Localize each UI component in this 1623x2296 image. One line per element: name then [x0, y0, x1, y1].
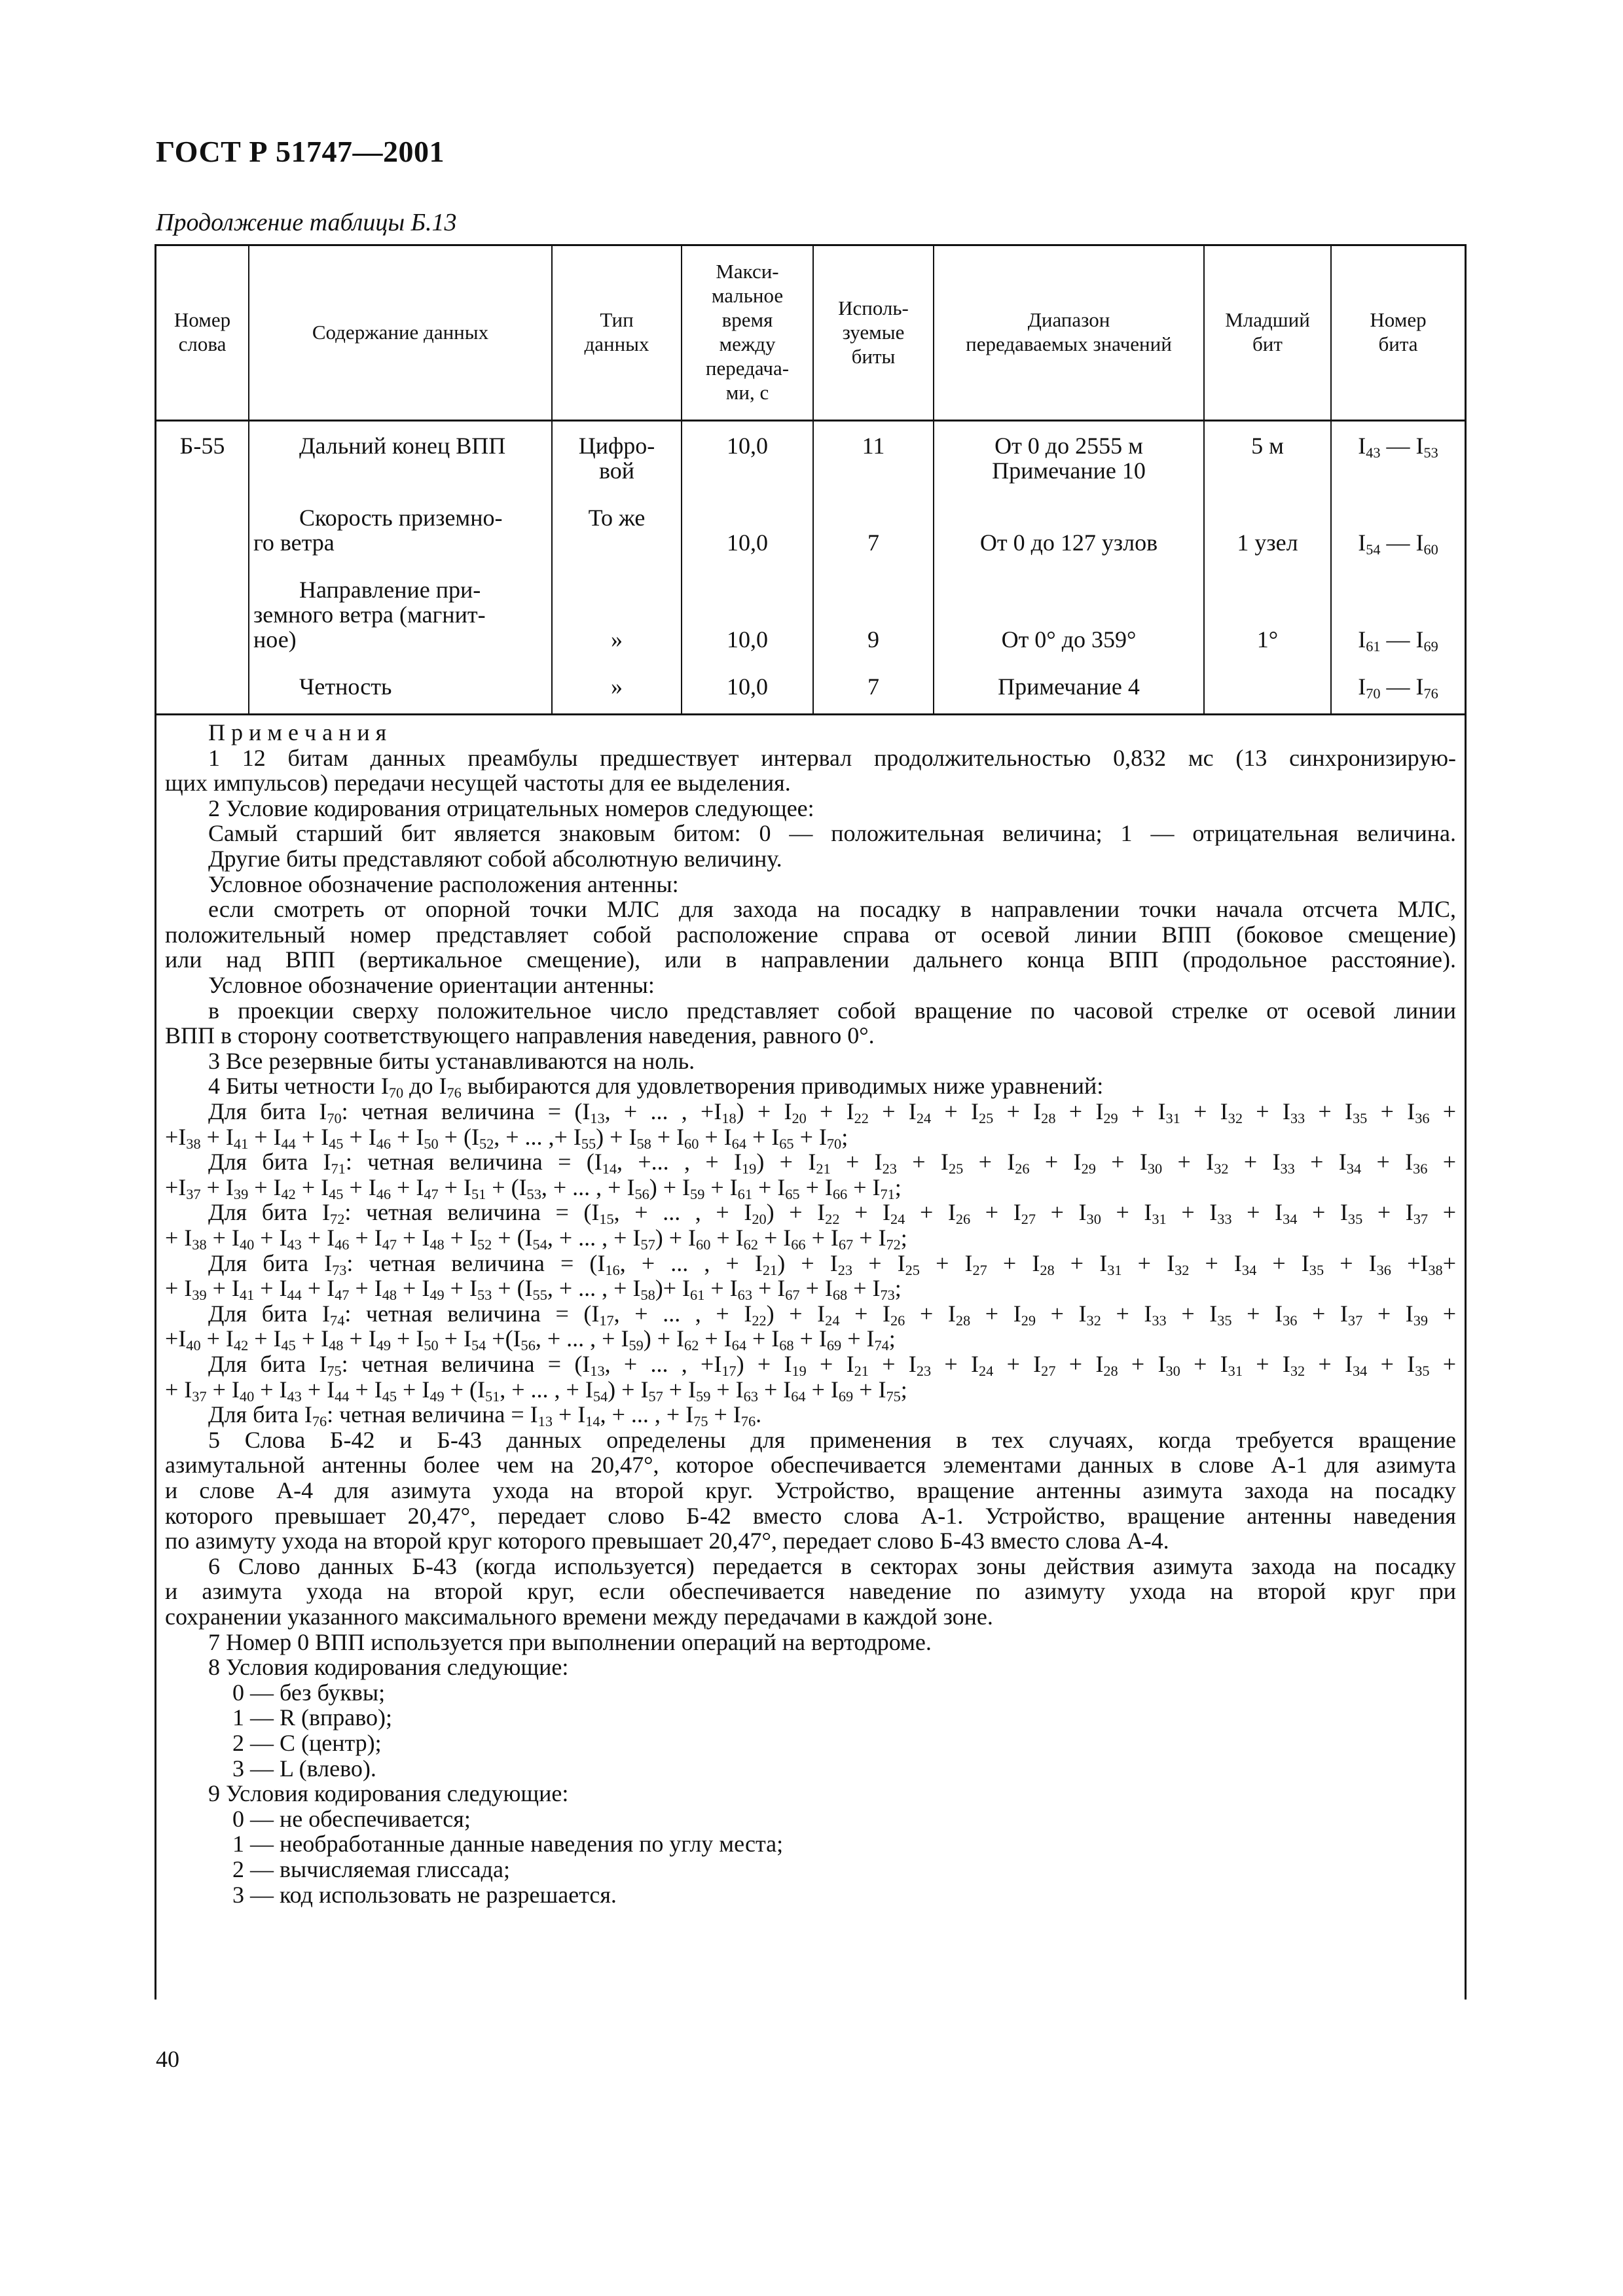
note-line: 6 Слово данных Б-43 (когда используется) передается в секторах зоны действия азимута захода на посадку — [208, 1554, 1456, 1579]
note-line: 9 Условия кодирования следующие: — [208, 1780, 569, 1806]
max-time-cell: 10,0 — [727, 529, 768, 556]
table-body-divider — [155, 713, 1467, 715]
note-line: 2 — вычисляемая глиссада; — [232, 1856, 510, 1882]
note-line: П р и м е ч а н и я — [208, 719, 387, 745]
note-line: 1 — необработанные данные наведения по углу места; — [232, 1831, 784, 1857]
table-border-top — [155, 244, 1467, 246]
note-line: 4 Биты четности $I_{70}$ до $I_{76}$ выбираются для удовлетворения приводимых ниже уравнений: — [208, 1073, 1104, 1102]
column-header: Макси- мальное время между передача- ми, с — [705, 260, 790, 404]
note-line: Для бита $I_{74}$: четная величина = ($I_{17}$, + ... , + $I_{22}) + I_{24} + I_{26} + I_{28} + I_{29} + I_{32} + I_{33} + I_{35} + I_{36} + I_{37} + I_{39}$ + — [208, 1301, 1456, 1326]
document-header: ГОСТ Р 51747—2001 — [156, 135, 445, 168]
used-bits-cell: 11 — [862, 433, 885, 459]
value-range-cell: От 0 до 2555 м Примечание 10 — [992, 433, 1146, 484]
note-line: Условное обозначение расположения антенны: — [208, 871, 679, 897]
note-line: щих импульсов) передачи несущей частоты для ее выделения. — [165, 770, 791, 796]
note-line: Для бита $I_{71}$: четная величина = ($I_{14}$, +... , + $I_{19}) + I_{21} + I_{23} + I_{25} + I_{26} + I_{29} + I_{30} + I_{32} + I_{33} + I_{34} + I_{36}$ + — [208, 1149, 1456, 1174]
note-line: Самый старший бит является знаковым битом: 0 — положительная величина; 1 — отрицательная величина. — [208, 821, 1456, 846]
note-line: 0 — не обеспечивается; — [232, 1806, 471, 1832]
note-line: $+I_{38} + I_{41} + I_{44} + I_{45} + I_{46} + I_{50} + (I_{52}$, + ... ,+ $I_{55}) + I_{58} + I_{60} + I_{64} + I_{65} + I_{70}$; — [165, 1124, 848, 1153]
data-type-cell: » — [611, 626, 623, 653]
max-time-cell: 10,0 — [727, 433, 768, 459]
note-line: Для бита $I_{70}$: четная величина = ($I_{13}$, + ... , $+I_{18}) + I_{20} + I_{22} + I_{24} + I_{25} + I_{28} + I_{29} + I_{31} + I_{32} + I_{33} + I_{35} + I_{36}$ + — [208, 1099, 1456, 1124]
note-line: + $I_{37} + I_{40} + I_{43} + I_{44} + I_{45} + I_{49} + (I_{51}$, + ... , + $I_{54}) + I_{57} + I_{59} + I_{63} + I_{64} + I_{69} + I_{75}$; — [165, 1376, 907, 1405]
column-header: Содержание данных — [312, 321, 489, 344]
max-time-cell: 10,0 — [727, 626, 768, 653]
content-cell: Четность — [299, 673, 392, 700]
note-line: или над ВПП (вертикальное смещение), или в направлении дальнего конца ВПП (продольное расстояние). — [165, 947, 1456, 972]
value-range-cell: От 0° до 359° — [1001, 626, 1137, 653]
note-line: 0 — без буквы; — [232, 1679, 386, 1706]
lsb-cell: 1 узел — [1237, 529, 1298, 556]
column-header: Младший бит — [1225, 308, 1310, 355]
column-header: Диапазон передаваемых значений — [966, 308, 1172, 355]
column-header: Исполь- зуемые биты — [838, 296, 909, 368]
used-bits-cell: 7 — [867, 673, 879, 700]
note-line: в проекции сверху положительное число представляет собой вращение по часовой стрелке от осевой линии — [208, 998, 1456, 1023]
note-line: Для бита $I_{75}$: четная величина = ($I_{13}$, + ... , $+I_{17}) + I_{19} + I_{21} + I_{23} + I_{24} + I_{27} + I_{28} + I_{30} + I_{31} + I_{32} + I_{34} + I_{35}$ + — [208, 1352, 1456, 1376]
note-line: если смотреть от опорной точки МЛС для захода на посадку в направлении точки начала отсчета МЛС, — [208, 897, 1456, 922]
note-line: 3 — код использовать не разрешается. — [232, 1882, 617, 1908]
bit-number-cell: $I_{43}$ — $I_{53}$ — [1358, 433, 1438, 461]
word-number-cell: Б-55 — [179, 433, 225, 459]
max-time-cell: 10,0 — [727, 673, 768, 700]
note-line: 7 Номер 0 ВПП используется при выполнении операций на вертодроме. — [208, 1629, 932, 1655]
bit-number-cell: $I_{54}$ — $I_{60}$ — [1358, 529, 1438, 558]
page-number: 40 — [156, 2046, 179, 2072]
lsb-cell: 1° — [1256, 626, 1279, 653]
value-range-cell: Примечание 4 — [998, 673, 1140, 700]
value-range-cell: От 0 до 127 узлов — [979, 529, 1158, 556]
note-line: 5 Слова Б-42 и Б-43 данных определены для применения в тех случаях, когда требуется вращение — [208, 1427, 1456, 1452]
content-cell: Дальний конец ВПП — [299, 433, 506, 459]
note-line: 3 Все резервные биты устанавливаются на ноль. — [208, 1048, 695, 1074]
note-line: Условное обозначение ориентации антенны: — [208, 972, 655, 998]
note-line: 8 Условия кодирования следующие: — [208, 1654, 569, 1680]
note-line: + $I_{38} + I_{40} + I_{43} + I_{46} + I_{47} + I_{48} + I_{52} + (I_{54}$, + ... , + $I_{57}) + I_{60} + I_{62} + I_{66} + I_{67} + I_{72}$; — [165, 1225, 907, 1253]
note-line: 1 — R (вправо); — [232, 1704, 392, 1731]
bit-number-cell: $I_{70}$ — $I_{76}$ — [1358, 673, 1438, 702]
note-line: и слове А-4 для азимута ухода на второй круг. Устройство, вращение антенны азимута захода на посадку — [165, 1478, 1456, 1503]
note-line: Для бита $I_{73}$: четная величина = ($I_{16}$, + ... , + $I_{21}) + I_{23} + I_{25} + I_{27} + I_{28} + I_{31} + I_{32} + I_{34} + I_{35} + I_{36} +I_{38}+$ — [208, 1251, 1456, 1276]
note-line: которого превышает 20,47°, передает слово Б-42 вместо слова А-1. Устройство, вращение антенны наведения — [165, 1503, 1456, 1528]
note-line: по азимуту ухода на второй круг которого превышает 20,47°, передает слово Б-43 вместо слова А-4. — [165, 1528, 1169, 1554]
note-line: Для бита $I_{72}$: четная величина = ($I_{15}$, + ... , + $I_{20}) + I_{22} + I_{24} + I_{26} + I_{27} + I_{30} + I_{31} + I_{33} + I_{34} + I_{35} + I_{37}$ + — [208, 1200, 1456, 1225]
column-header: Номер бита — [1370, 308, 1427, 355]
note-line: 2 — С (центр); — [232, 1730, 382, 1756]
note-line: Для бита $I_{76}$: четная величина = $I_{13} + I_{14}$, + ... , + $I_{75} + I_{76}$. — [208, 1401, 762, 1430]
note-line: 1 12 битам данных преамбулы предшествует интервал продолжительностью 0,832 мс (13 синхронизирую- — [208, 745, 1456, 770]
note-line: $+I_{40} + I_{42} + I_{45} + I_{48} + I_{49} + I_{50} + I_{54} +(I_{56}$, + ... , + $I_{59}) + I_{62} + I_{64} + I_{68} + I_{69} + I_{74}$; — [165, 1325, 896, 1354]
note-line: 3 — L (влево). — [232, 1755, 376, 1782]
table-border-left — [155, 244, 156, 2000]
note-line: + $I_{39} + I_{41} + I_{44} + I_{47} + I_{48} + I_{49} + I_{53} + (I_{55}$, + ... , + $I_{58})+ I_{61} + I_{63} + I_{67} + I_{68} + I_{73}$; — [165, 1275, 902, 1304]
note-line: Другие биты представляют собой абсолютную величину. — [208, 846, 782, 872]
note-line: сохранении указанного максимального времени между передачами в каждой зоне. — [165, 1604, 993, 1630]
bit-number-cell: $I_{61}$ — $I_{69}$ — [1358, 626, 1438, 655]
note-line: и азимута ухода на второй круг, если обеспечивается наведение по азимуту ухода на второй круг при — [165, 1579, 1456, 1604]
table-border-right — [1465, 244, 1467, 2000]
note-line: азимутальной антенны более чем на 20,47°, которое обеспечивается элементами данных в слове А-1 для азимута — [165, 1452, 1456, 1477]
content-cell: Направление при- земного ветра (магнит- ное) — [253, 577, 486, 653]
table-header-divider — [155, 420, 1467, 422]
column-header: Номер слова — [173, 308, 231, 355]
content-cell: Скорость приземно- го ветра — [253, 505, 503, 556]
column-divider — [248, 244, 249, 715]
note-line: $+I_{37} + I_{39} + I_{42} + I_{45} + I_{46} + I_{47} + I_{51} + (I_{53}$, + ... , + $I_{56}) + I_{59} + I_{61} + I_{65} + I_{66} + I_{71}$; — [165, 1174, 902, 1203]
lsb-cell: 5 м — [1251, 433, 1284, 459]
table-caption: Продолжение таблицы Б.13 — [156, 209, 457, 236]
used-bits-cell: 9 — [867, 626, 879, 653]
note-line: ВПП в сторону соответствующего направления наведения, равного 0°. — [165, 1022, 875, 1049]
data-type-cell: То же — [588, 505, 646, 531]
used-bits-cell: 7 — [867, 529, 879, 556]
note-line: 2 Условие кодирования отрицательных номеров следующее: — [208, 795, 814, 821]
data-type-cell: » — [611, 673, 623, 700]
note-line: положительный номер представляет собой расположение справа от осевой линии ВПП (боковое смещение) — [165, 922, 1456, 947]
data-type-cell: Цифро- вой — [578, 433, 655, 484]
column-header: Тип данных — [584, 308, 649, 355]
